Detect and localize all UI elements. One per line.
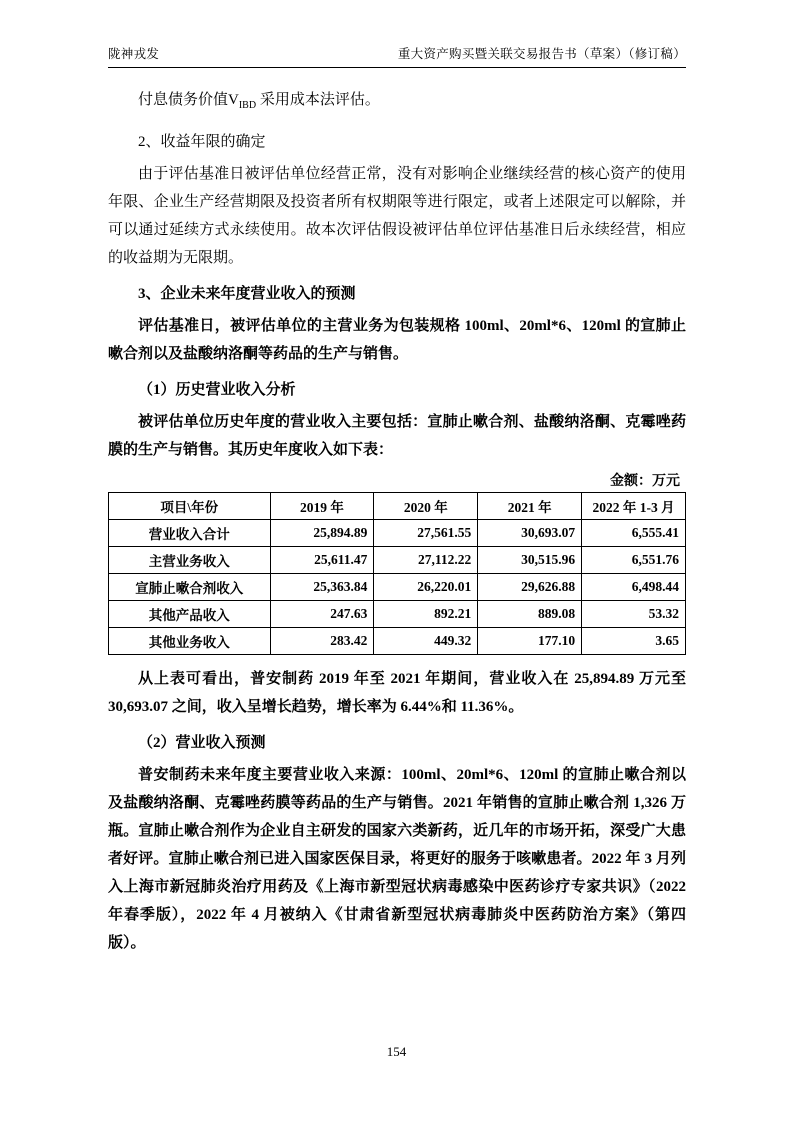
table-row: [109, 601, 686, 628]
table-row: [109, 547, 686, 574]
page-header: [108, 44, 686, 66]
table-row-label: 主营业务收入: [109, 547, 271, 574]
heading-revenue-forecast: 3、企业未来年度营业收入的预测: [138, 286, 356, 302]
table-cell: 25,363.84: [270, 574, 374, 601]
table-header-cell: 2021 年: [478, 493, 582, 520]
debt-value-text-a: 付息债务价值V: [138, 92, 239, 108]
table-cell: 29,626.88: [478, 574, 582, 601]
table-cell: 25,611.47: [270, 547, 374, 574]
table-cell: 247.63: [270, 601, 374, 628]
table-cell: 30,515.96: [478, 547, 582, 574]
paragraph-main-business: 评估基准日，被评估单位的主营业务为包装规格 100ml、20ml*6、120ml 的宣肺止嗽合剂以及盐酸纳洛酮等药品的生产与销售。: [108, 318, 686, 362]
table-cell: 6,551.76: [582, 547, 686, 574]
table-header-cell: 2019 年: [270, 493, 374, 520]
table-unit-label: 金额：万元: [610, 474, 680, 489]
table-cell: 283.42: [270, 628, 374, 655]
table-cell: 177.10: [478, 628, 582, 655]
table-cell: 25,894.89: [270, 520, 374, 547]
table-header-row: [109, 493, 686, 520]
paragraph-debt-value: [108, 86, 686, 120]
table-cell: 3.65: [582, 628, 686, 655]
table-row-label: 其他业务收入: [109, 628, 271, 655]
table-row: [109, 574, 686, 601]
header-company-name: 陇神戎发: [108, 47, 160, 61]
page-number: 154: [386, 1044, 407, 1059]
debt-value-text-b: 采用成本法评估。: [256, 92, 380, 108]
paragraph-revenue-projection-body: 普安制药未来年度主要营业收入来源：100ml、20ml*6、120ml 的宣肺止嗽合剂以及盐酸纳洛酮、克霉唑药膜等药品的生产与销售。2021 年销售的宣肺止嗽合剂 1,326 万瓶。宣肺止嗽合剂作为企业自主研发的国家六类新药，近几年的市场开拓，深受广大患者好评。宣肺止嗽合剂已进入国家医保目录，将更好的服务于咳嗽患者。2022 年 3 月列入上海市新冠肺炎治疗用药及《上海市新型冠状病毒感染中医药诊疗专家共识》（2022 年春季版），2022 年 4 月被纳入《甘肃省新型冠状病毒肺炎中医药防治方案》（第四版）。: [108, 767, 686, 951]
table-row-label: 营业收入合计: [109, 520, 271, 547]
table-row: [109, 520, 686, 547]
table-row: [109, 628, 686, 655]
table-cell: 449.32: [374, 628, 478, 655]
paragraph-table-summary: 从上表可看出，普安制药 2019 年至 2021 年期间，营业收入在 25,894.89 万元至 30,693.07 之间，收入呈增长趋势，增长率为 6.44%和 11.36%。: [108, 671, 686, 715]
table-header-cell: 2020 年: [374, 493, 478, 520]
table-cell: 27,561.55: [374, 520, 478, 547]
paragraph-historical-intro: 被评估单位历史年度的营业收入主要包括：宣肺止嗽合剂、盐酸纳洛酮、克霉唑药膜的生产与销售。其历史年度收入如下表：: [108, 414, 686, 458]
header-document-title: 重大资产购买暨关联交易报告书（草案）（修订稿）: [397, 47, 686, 61]
table-header-cell: 项目\年份: [109, 493, 271, 520]
paragraph-income-period-body: 由于评估基准日被评估单位经营正常，没有对影响企业继续经营的核心资产的使用年限、企业生产经营期限及投资者所有权期限等进行限定，或者上述限定可以解除，并可以通过延续方式永续使用。故本次评估假设被评估单位评估基准日后永续经营，相应的收益期为无限期。: [108, 166, 686, 266]
table-cell: 30,693.07: [478, 520, 582, 547]
header-divider: [108, 67, 686, 68]
revenue-table: [108, 492, 686, 655]
page-content: [108, 44, 686, 961]
table-row-label: 其他产品收入: [109, 601, 271, 628]
table-cell: 26,220.01: [374, 574, 478, 601]
table-cell: 6,498.44: [582, 574, 686, 601]
debt-value-subscript: IBD: [238, 100, 257, 111]
table-row-label: 宣肺止嗽合剂收入: [109, 574, 271, 601]
table-cell: 53.32: [582, 601, 686, 628]
heading-historical-analysis: （1）历史营业收入分析: [138, 382, 296, 398]
table-cell: 889.08: [478, 601, 582, 628]
table-cell: 6,555.41: [582, 520, 686, 547]
heading-income-period: 2、收益年限的确定: [138, 134, 266, 150]
table-cell: 892.21: [374, 601, 478, 628]
table-header-cell: 2022 年 1-3 月: [582, 493, 686, 520]
table-cell: 27,112.22: [374, 547, 478, 574]
heading-revenue-projection: （2）营业收入预测: [138, 735, 266, 751]
